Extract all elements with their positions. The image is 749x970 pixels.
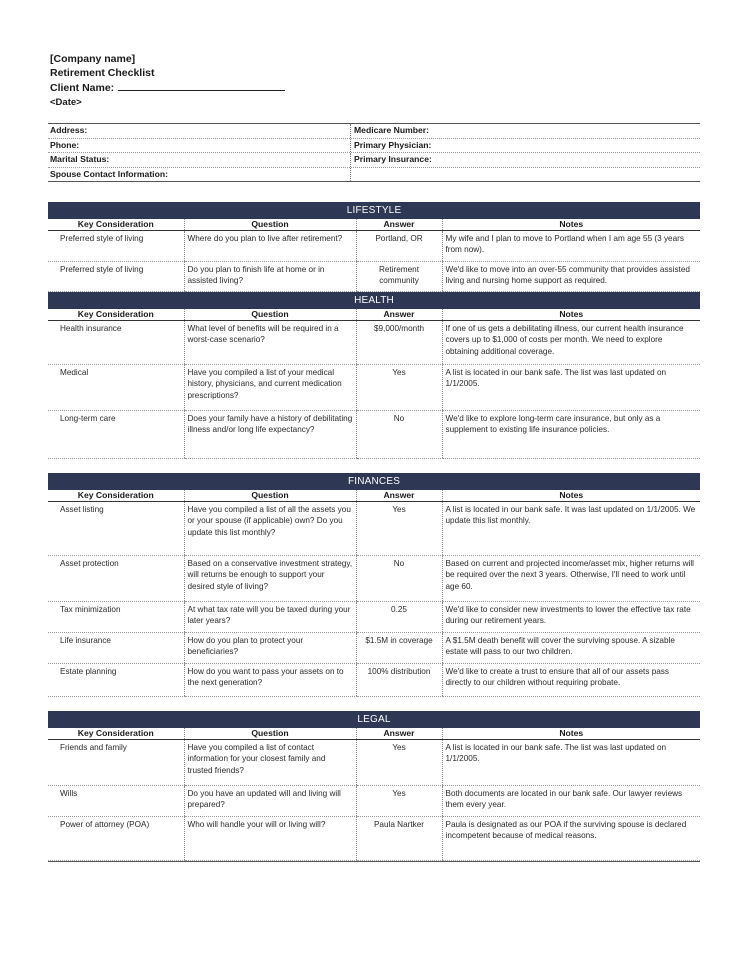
notes-header: Notes xyxy=(442,490,700,502)
key-consideration-header: Key Consideration xyxy=(48,728,184,740)
notes-cell[interactable]: We'd like to consider new investments to lower the effective tax rate during our retirement years. xyxy=(442,602,700,633)
notes-cell[interactable]: Paula is designated as our POA if the surviving spouse is declared incompetent because of medical reasons. xyxy=(442,817,700,861)
answer-cell[interactable]: Yes xyxy=(356,365,442,411)
notes-header: Notes xyxy=(442,219,700,231)
question-cell: Does your family have a history of debilitating illness and/or long life expectancy? xyxy=(184,411,356,459)
question-cell: Have you compiled a list of contact information for your closest family and trusted friends? xyxy=(184,740,356,786)
medicare-number-field[interactable]: Medicare Number: xyxy=(354,125,429,135)
question-header: Question xyxy=(184,490,356,502)
table-row xyxy=(48,321,700,365)
date-placeholder: <Date> xyxy=(50,96,82,108)
answer-header: Answer xyxy=(356,728,442,740)
section-title-finances: FINANCES xyxy=(48,473,700,490)
notes-cell[interactable]: A $1.5M death benefit will cover the surviving spouse. A sizable estate will pass to our two children. xyxy=(442,633,700,664)
section-title-lifestyle: LIFESTYLE xyxy=(48,202,700,219)
answer-header: Answer xyxy=(356,219,442,231)
table-row xyxy=(48,365,700,411)
question-header: Question xyxy=(184,728,356,740)
answer-cell[interactable]: Yes xyxy=(356,786,442,817)
question-header: Question xyxy=(184,309,356,321)
answer-cell[interactable]: $9,000/month xyxy=(356,321,442,365)
checklist-table xyxy=(48,202,700,861)
question-cell: At what tax rate will you be taxed during your later years? xyxy=(184,602,356,633)
client-name-line xyxy=(50,80,285,96)
key-consideration-cell: Long-term care xyxy=(48,411,184,459)
notes-cell[interactable]: A list is located in our bank safe. The list was last updated on 1/1/2005. xyxy=(442,740,700,786)
table-end-rule xyxy=(48,861,700,862)
question-cell: Where do you plan to live after retirement? xyxy=(184,231,356,262)
column-header-row xyxy=(48,219,700,231)
key-consideration-cell: Preferred style of living xyxy=(48,262,184,292)
key-consideration-cell: Health insurance xyxy=(48,321,184,365)
table-row xyxy=(48,740,700,786)
question-cell: Do you plan to finish life at home or in assisted living? xyxy=(184,262,356,292)
key-consideration-cell: Friends and family xyxy=(48,740,184,786)
checklist-body xyxy=(48,202,700,861)
info-row xyxy=(48,153,700,168)
question-cell: Have you compiled a list of your medical history, physicians, and current medication prescriptions? xyxy=(184,365,356,411)
key-consideration-cell: Life insurance xyxy=(48,633,184,664)
notes-cell[interactable]: We'd like to create a trust to ensure that all of our assets pass directly to our children without requiring probate. xyxy=(442,664,700,697)
notes-cell[interactable]: Based on current and projected income/asset mix, higher returns will be required over the next 3 years. Otherwise, I'll need to work until age 60. xyxy=(442,556,700,602)
key-consideration-header: Key Consideration xyxy=(48,490,184,502)
answer-cell[interactable]: No xyxy=(356,411,442,459)
question-cell: Based on a conservative investment strategy, will returns be enough to support your desired style of living? xyxy=(184,556,356,602)
answer-cell[interactable]: Paula Nartker xyxy=(356,817,442,861)
question-cell: How do you want to pass your assets on to the next generation? xyxy=(184,664,356,697)
key-consideration-cell: Asset listing xyxy=(48,502,184,556)
key-consideration-cell: Asset protection xyxy=(48,556,184,602)
table-row xyxy=(48,633,700,664)
phone-field[interactable]: Phone: xyxy=(48,139,351,153)
key-consideration-cell: Wills xyxy=(48,786,184,817)
notes-cell[interactable]: We'd like to explore long-term care insurance, but only as a supplement to existing life insurance policies. xyxy=(442,411,700,459)
client-name-label: Client Name: xyxy=(50,82,115,94)
key-consideration-header: Key Consideration xyxy=(48,219,184,231)
question-cell: Who will handle your will or living will? xyxy=(184,817,356,861)
key-consideration-cell: Power of attorney (POA) xyxy=(48,817,184,861)
table-row xyxy=(48,664,700,697)
notes-cell[interactable]: We'd like to move into an over-55 community that provides assisted living and nursing home support as required. xyxy=(442,262,700,292)
column-header-row xyxy=(48,728,700,740)
primary-physician-field[interactable]: Primary Physician: xyxy=(354,139,432,150)
notes-cell[interactable]: My wife and I plan to move to Portland when I am age 55 (3 years from now). xyxy=(442,231,700,262)
section-gap xyxy=(48,697,700,712)
notes-cell[interactable]: If one of us gets a debilitating illness, our current health insurance covers up to $1,000 of costs per month. We need to explore obtaining additional coverage. xyxy=(442,321,700,365)
marital-status-field[interactable]: Marital Status: xyxy=(48,153,351,167)
answer-cell[interactable]: Portland, OR xyxy=(356,231,442,262)
section-band-lifestyle xyxy=(48,202,700,219)
table-row xyxy=(48,262,700,292)
question-header: Question xyxy=(184,219,356,231)
column-header-row xyxy=(48,490,700,502)
question-cell: How do you plan to protect your beneficiaries? xyxy=(184,633,356,664)
answer-cell[interactable]: $1.5M in coverage xyxy=(356,633,442,664)
key-consideration-cell: Estate planning xyxy=(48,664,184,697)
answer-cell[interactable]: No xyxy=(356,556,442,602)
table-row xyxy=(48,231,700,262)
info-row xyxy=(48,139,700,154)
info-row xyxy=(48,124,700,139)
section-title-legal: LEGAL xyxy=(48,711,700,728)
client-name-blank[interactable] xyxy=(118,80,285,91)
checklist-sections xyxy=(48,202,700,862)
key-consideration-cell: Preferred style of living xyxy=(48,231,184,262)
client-info-block xyxy=(48,123,700,182)
empty-cell[interactable] xyxy=(351,168,700,182)
column-header-row xyxy=(48,309,700,321)
spouse-contact-field[interactable]: Spouse Contact Information: xyxy=(48,168,351,182)
section-gap-cell xyxy=(48,697,700,712)
document-title: Retirement Checklist xyxy=(50,66,155,79)
key-consideration-header: Key Consideration xyxy=(48,309,184,321)
notes-header: Notes xyxy=(442,309,700,321)
answer-cell[interactable]: 100% distribution xyxy=(356,664,442,697)
primary-insurance-field[interactable]: Primary Insurance: xyxy=(354,154,432,164)
table-row xyxy=(48,817,700,861)
question-cell: Have you compiled a list of all the assets you or your spouse (if applicable) own? Do you update this list monthly? xyxy=(184,502,356,556)
address-field[interactable]: Address: xyxy=(48,124,351,138)
question-cell: Do you have an updated will and living will prepared? xyxy=(184,786,356,817)
key-consideration-cell: Medical xyxy=(48,365,184,411)
key-consideration-cell: Tax minimization xyxy=(48,602,184,633)
notes-cell[interactable]: Both documents are located in our bank safe. Our lawyer reviews them every year. xyxy=(442,786,700,817)
table-row xyxy=(48,502,700,556)
notes-cell[interactable]: A list is located in our bank safe. It was last updated on 1/1/2005. We update this list monthly. xyxy=(442,502,700,556)
table-row xyxy=(48,556,700,602)
answer-cell[interactable]: Yes xyxy=(356,502,442,556)
section-band-health xyxy=(48,292,700,310)
notes-header: Notes xyxy=(442,728,700,740)
table-row xyxy=(48,411,700,459)
document-header xyxy=(50,53,285,109)
answer-cell[interactable]: Yes xyxy=(356,740,442,786)
info-row xyxy=(48,168,700,182)
section-title-health: HEALTH xyxy=(48,292,700,310)
section-band-finances xyxy=(48,473,700,490)
section-gap-cell xyxy=(48,459,700,474)
answer-header: Answer xyxy=(356,490,442,502)
section-band-legal xyxy=(48,711,700,728)
answer-cell[interactable]: 0.25 xyxy=(356,602,442,633)
company-name: [Company name] xyxy=(50,53,136,65)
section-gap xyxy=(48,459,700,474)
notes-cell[interactable]: A list is located in our bank safe. The list was last updated on 1/1/2005. xyxy=(442,365,700,411)
answer-cell[interactable]: Retirement community xyxy=(356,262,442,292)
answer-header: Answer xyxy=(356,309,442,321)
table-row xyxy=(48,786,700,817)
question-cell: What level of benefits will be required in a worst-case scenario? xyxy=(184,321,356,365)
table-row xyxy=(48,602,700,633)
